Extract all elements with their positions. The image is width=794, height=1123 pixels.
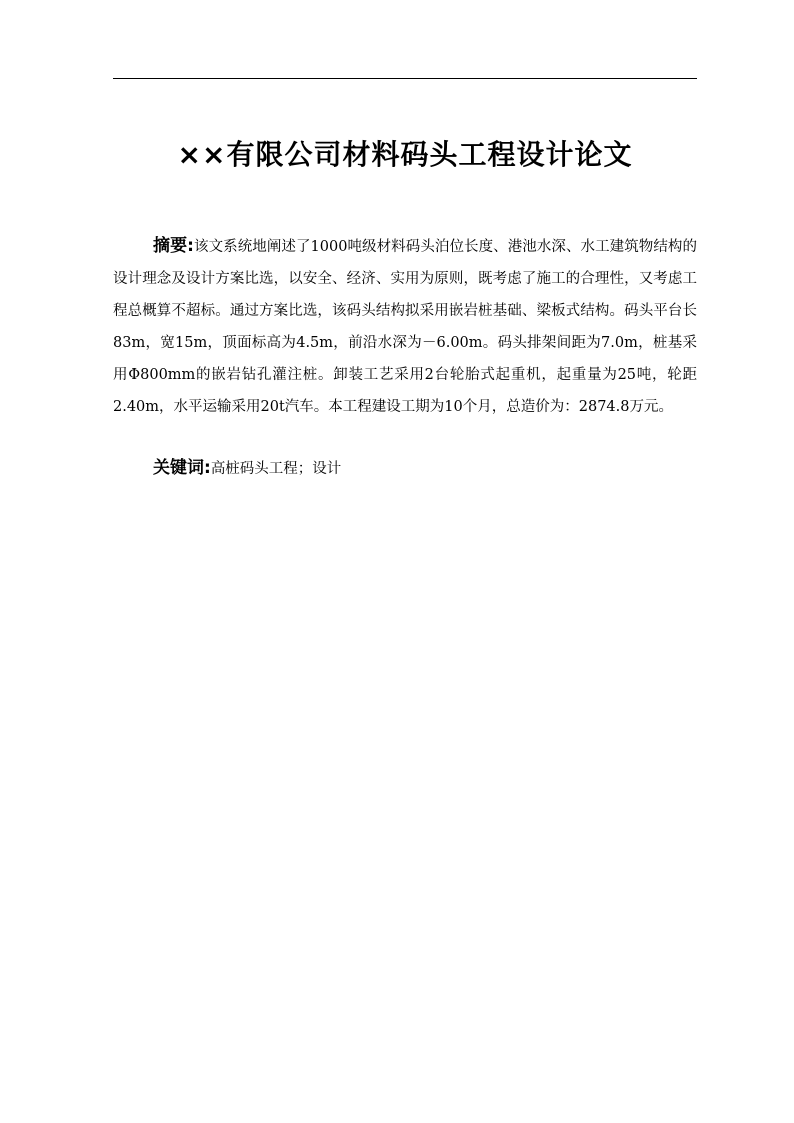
page-title: ××有限公司材料码头工程设计论文: [177, 137, 633, 171]
abstract-label: 摘要:: [153, 236, 194, 256]
abstract-paragraph: [113, 230, 697, 423]
keywords-text: 高桩码头工程；设计: [210, 461, 342, 477]
header-rule: [113, 78, 697, 79]
abstract-text: 该文系统地阐述了1000吨级材料码头泊位长度、港池水深、水工建筑物结构的设计理念及设计方案比选，以安全、经济、实用为原则，既考虑了施工的合理性，又考虑工程总概算不超标。通过方案比选，该码头结构拟采用嵌岩桩基础、梁板式结构。码头平台长83m，宽15m，顶面标高为4.5m，前沿水深为－6.00m。码头排架间距为7.0m，桩基采用Φ800mm的嵌岩钻孔灌注桩。卸装工艺采用2台轮胎式起重机，起重量为25吨，轮距2.40m，水平运输采用20t汽车。本工程建设工期为10个月，总造价为：2874.8万元。: [113, 239, 697, 415]
keywords-label: 关键词:: [153, 458, 211, 478]
keywords-paragraph: [153, 452, 697, 485]
